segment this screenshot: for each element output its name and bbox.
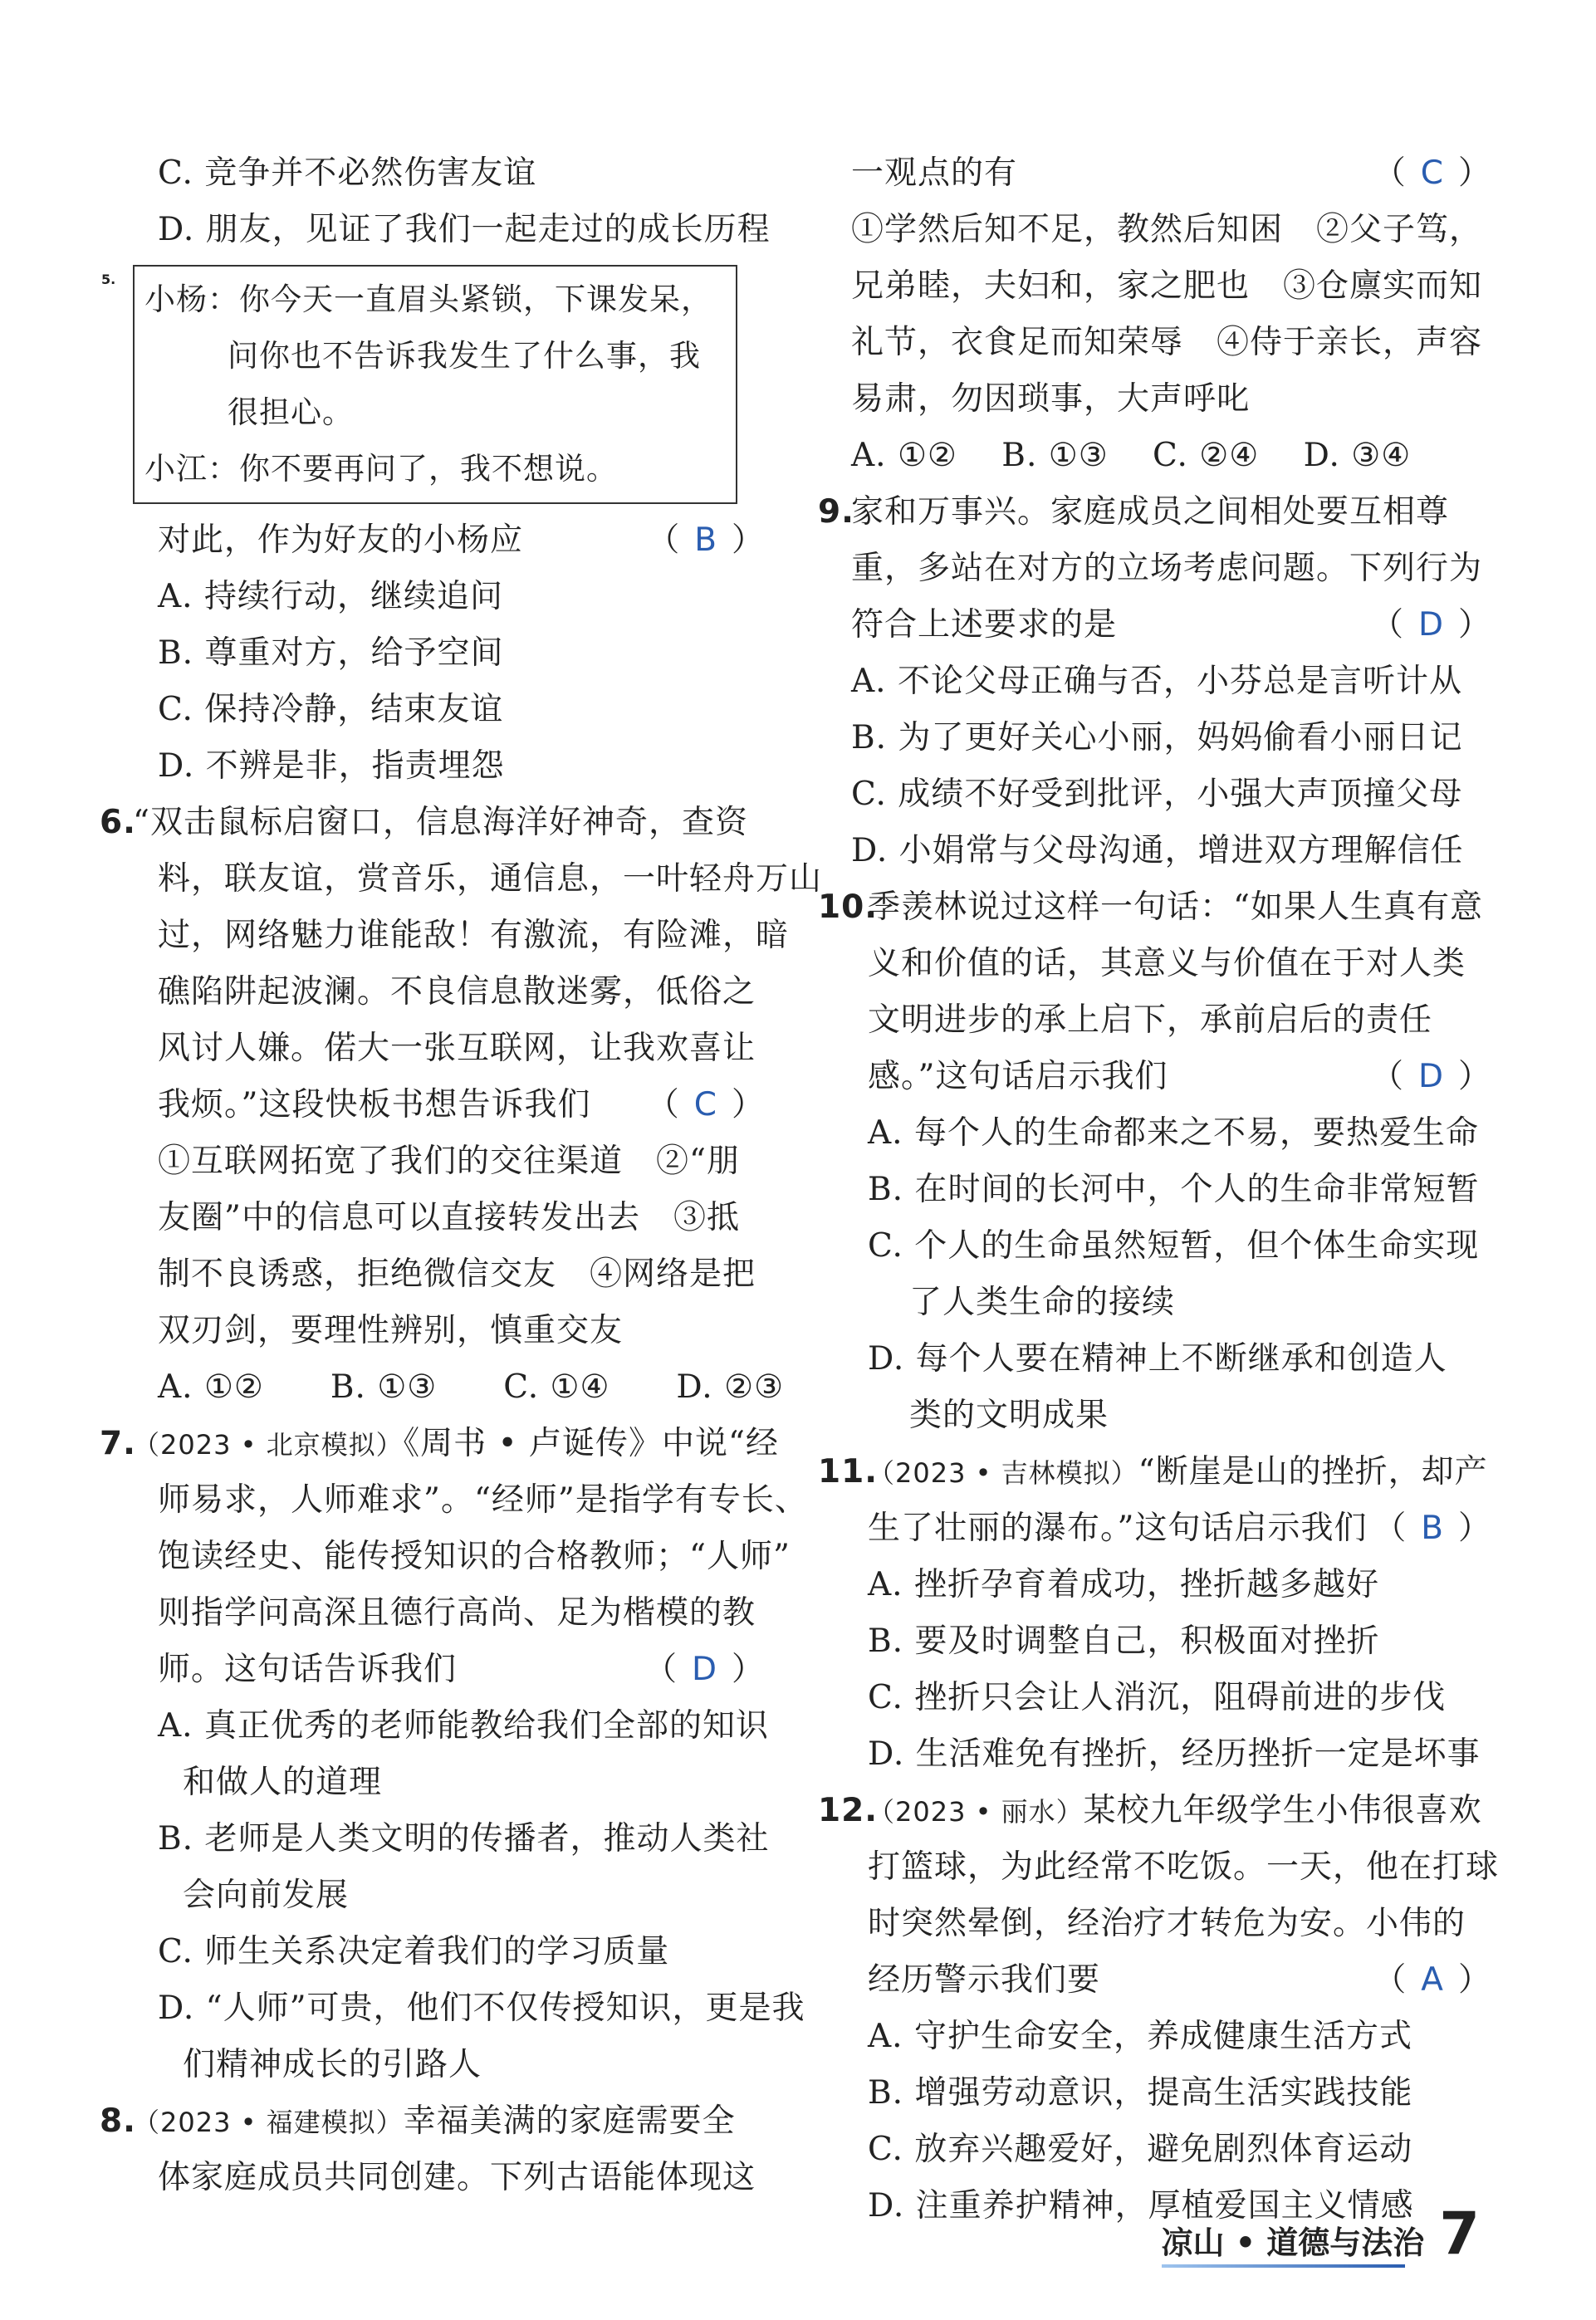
- q6-item-line: 制不良诱惑，拒绝微信交友 ④网络是把: [158, 1255, 756, 1293]
- q5-stem: [133, 512, 764, 569]
- page-footer: [1161, 2200, 1480, 2268]
- q10-option: A. 每个人的生命都来之不易，要热爱生命: [868, 1114, 1479, 1152]
- q9-answer-letter: D: [1417, 606, 1443, 644]
- q7-option: C. 师生关系决定着我们的学习质量: [158, 1933, 670, 1970]
- q10-stem-line: [818, 879, 1491, 936]
- q5-stem-text: 对此，作为好友的小杨应: [158, 521, 524, 559]
- q8-number: 8.: [100, 2102, 136, 2140]
- left-column: [100, 145, 823, 2206]
- q5-dialog-line: 小杨：你今天一直眉头紧锁，下课发呆，: [144, 281, 712, 317]
- q6-answer: （ C ）: [646, 1086, 764, 1123]
- q11-text: 生了壮丽的瀑布。”这句话启示我们: [868, 1510, 1368, 1547]
- q8-source: （2023 • 福建模拟）: [133, 2107, 404, 2138]
- q12-text: 某校九年级学生小伟很喜欢: [1083, 1792, 1482, 1829]
- q10-option: D. 每个人要在精神上不断继承和创造人: [868, 1340, 1447, 1378]
- q10-stem-line: [826, 1049, 1491, 1105]
- q7-source: （2023 • 北京模拟）: [133, 1429, 404, 1461]
- q7-option-cont: 会向前发展: [183, 1877, 350, 1914]
- q6-stem-line: 过，网络魅力谁能敌！有激流，有险滩，暗: [158, 917, 790, 954]
- q6-number: 6.: [100, 804, 136, 841]
- q7-option: D. “人师”可贵，他们不仅传授知识，更是我: [158, 1990, 805, 2027]
- q12-answer: （ A ）: [1373, 1961, 1491, 1999]
- q6-stem-line: [133, 1077, 764, 1133]
- q5-option: A. 持续行动，继续追问: [158, 578, 503, 615]
- q10-option: C. 个人的生命虽然短暂，但个体生命实现: [868, 1227, 1480, 1265]
- q10-option-cont: 了人类生命的接续: [909, 1284, 1176, 1321]
- q10-text: 季羡林说过这样一句话：“如果人生真有意: [868, 888, 1483, 926]
- q9-option: D. 小娟常与父母沟通，增进双方理解信任: [851, 832, 1464, 869]
- q7-number: 7.: [100, 1425, 136, 1462]
- q10-number: 10.: [818, 888, 879, 926]
- q12-stem-line: [818, 1783, 1491, 1839]
- q9-number: 9.: [818, 493, 854, 531]
- q9-option: A. 不论父母正确与否，小芬总是言听计从: [851, 663, 1462, 700]
- q8-answer-letter: C: [1420, 154, 1443, 192]
- q6-stem-line: [100, 795, 764, 851]
- q10-answer: （ D ）: [1370, 1058, 1491, 1095]
- q9-text: 家和万事兴。家庭成员之间相处要互相尊: [851, 493, 1450, 531]
- q10-stem-line: 文明进步的承上启下，承前启后的责任: [868, 1001, 1433, 1039]
- q9-stem-line: [818, 484, 1491, 541]
- q6-item-line: 友圈”中的信息可以直接转发出去 ③抵: [158, 1199, 740, 1236]
- q8-options: A. ①② B. ①③ C. ②④ D. ③④: [851, 437, 1412, 474]
- q7-answer-letter: D: [691, 1651, 717, 1688]
- q12-text: 经历警示我们要: [868, 1961, 1101, 1999]
- q8-item-line: 易肃，勿因琐事，大声呼叱: [851, 380, 1251, 418]
- q5-dialog-line: 很担心。: [228, 394, 354, 430]
- q8-stem-tail: [826, 145, 1491, 202]
- q9-answer: （ D ）: [1370, 606, 1491, 644]
- q10-option-cont: 类的文明成果: [909, 1397, 1109, 1434]
- q11-option: D. 生活难免有挫折，经历挫折一定是坏事: [868, 1735, 1481, 1773]
- q12-stem-line: [826, 1952, 1491, 2009]
- q11-stem-line: [826, 1500, 1491, 1557]
- q5-dialog-box: [101, 265, 737, 504]
- q7-stem-line: 师易求，人师难求”。“经师”是指学有专长、: [158, 1481, 808, 1519]
- q7-answer: （ D ）: [644, 1651, 764, 1688]
- q11-stem-line: [818, 1444, 1491, 1500]
- q5-option: D. 不辨是非，指责埋怨: [158, 747, 505, 785]
- q12-stem-line: 打篮球，为此经常不吃饭。一天，他在打球: [868, 1848, 1500, 1886]
- q5-option: B. 尊重对方，给予空间: [158, 634, 504, 672]
- q4-option-d: D. 朋友，见证了我们一起走过的成长历程: [158, 211, 771, 248]
- q11-option: C. 挫折只会让人消沉，阻碍前进的步伐: [868, 1679, 1447, 1716]
- page-number: 7: [1439, 2200, 1480, 2268]
- q8-stem-line: 体家庭成员共同创建。下列古语能体现这: [158, 2159, 756, 2196]
- q6-text: “双击鼠标启窗口，信息海洋好神奇，查资: [133, 804, 748, 841]
- q11-text: “断崖是山的挫折，却产: [1138, 1453, 1488, 1490]
- q7-option-cont: 和做人的道理: [183, 1764, 383, 1801]
- q7-stem-line: [100, 1416, 779, 1472]
- q9-text: 符合上述要求的是: [851, 606, 1118, 644]
- q11-answer: （ B ）: [1373, 1510, 1491, 1547]
- q10-text: 感。”这句话启示我们: [868, 1058, 1168, 1095]
- q7-stem-line: 饱读经史、能传授知识的合格教师；“人师”: [158, 1538, 791, 1575]
- q6-stem-line: 料，联友谊，赏音乐，通信息，一叶轻舟万山: [158, 860, 823, 898]
- q8-item-line: ①学然后知不足，教然后知困 ②父子笃，: [851, 211, 1483, 248]
- q8-answer: （ C ）: [1373, 154, 1491, 192]
- q5-answer: （ B ）: [647, 521, 764, 559]
- q7-text: 《周书 • 卢诞传》中说“经: [403, 1425, 779, 1462]
- q6-stem-line: 风讨人嫌。偌大一张互联网，让我欢喜让: [158, 1030, 756, 1067]
- footer-underline: [1162, 2264, 1405, 2268]
- q9-stem-line: [826, 597, 1491, 653]
- q11-number: 11.: [818, 1453, 879, 1490]
- q7-option: A. 真正优秀的老师能教给我们全部的知识: [158, 1707, 769, 1745]
- q11-source: （2023 • 吉林模拟）: [868, 1457, 1138, 1489]
- q12-option: B. 增强劳动意识，提高生活实践技能: [868, 2074, 1413, 2112]
- q7-stem-line: 则指学问高深且德行高尚、足为楷模的教: [158, 1594, 756, 1632]
- q12-stem-line: 时突然晕倒，经治疗才转危为安。小伟的: [868, 1905, 1466, 1942]
- q6-stem-line: 礁陷阱起波澜。不良信息散迷雾，低俗之: [158, 973, 756, 1011]
- q6-text: 我烦。”这段快板书想告诉我们: [158, 1086, 591, 1123]
- q11-option: A. 挫折孕育着成功，挫折越多越好: [868, 1566, 1379, 1603]
- q12-option: D. 注重养护精神，厚植爱国主义情感: [868, 2187, 1414, 2225]
- q7-stem-line: [133, 1642, 764, 1698]
- q12-number: 12.: [818, 1792, 879, 1829]
- q5-option: C. 保持冷静，结束友谊: [158, 691, 504, 728]
- q8-item-line: 礼节，衣食足而知荣辱 ④侍于亲长，声容: [851, 324, 1483, 361]
- q6-item-line: 双刃剑，要理性辨别，慎重交友: [158, 1312, 624, 1349]
- q12-answer-letter: A: [1421, 1961, 1443, 1999]
- q7-text: 师。这句话告诉我们: [158, 1651, 458, 1688]
- q8-tail-text: 一观点的有: [851, 154, 1018, 192]
- q10-stem-line: 义和价值的话，其意义与价值在于对人类: [868, 945, 1466, 982]
- q12-option: A. 守护生命安全，养成健康生活方式: [868, 2018, 1412, 2055]
- q12-source: （2023 • 丽水）: [868, 1796, 1084, 1828]
- q5-dialog-line: 问你也不告诉我发生了什么事，我: [228, 338, 701, 374]
- q5-number: 5.: [101, 272, 116, 287]
- q5-dialog-line: 小江：你不要再问了，我不想说。: [144, 451, 618, 487]
- q11-option: B. 要及时调整自己，积极面对挫折: [868, 1623, 1380, 1660]
- q7-option-cont: 们精神成长的引路人: [183, 2046, 482, 2083]
- q8-item-line: 兄弟睦，夫妇和，家之肥也 ③仓廪实而知: [851, 267, 1483, 305]
- q11-answer-letter: B: [1421, 1510, 1443, 1547]
- q10-option: B. 在时间的长河中，个人的生命非常短暂: [868, 1171, 1480, 1208]
- q4-option-c: C. 竞争并不必然伤害友谊: [158, 154, 537, 192]
- right-column: [818, 145, 1500, 2234]
- q9-option: B. 为了更好关心小丽，妈妈偷看小丽日记: [851, 719, 1463, 756]
- q9-option: C. 成绩不好受到批评，小强大声顶撞父母: [851, 776, 1463, 813]
- q9-stem-line: 重，多站在对方的立场考虑问题。下列行为: [851, 550, 1483, 587]
- q6-answer-letter: C: [693, 1086, 717, 1123]
- q6-options: A. ①② B. ①③ C. ①④ D. ②③: [158, 1368, 785, 1406]
- q6-item-line: ①互联网拓宽了我们的交往渠道 ②“朋: [158, 1143, 740, 1180]
- q5-answer-letter: B: [694, 521, 717, 559]
- q12-option: C. 放弃兴趣爱好，避免剧烈体育运动: [868, 2131, 1413, 2168]
- q8-stem-line: [100, 2093, 764, 2150]
- q10-answer-letter: D: [1417, 1058, 1443, 1095]
- q8-text: 幸福美满的家庭需要全: [403, 2102, 736, 2140]
- footer-title: 凉山 • 道德与法治: [1161, 2225, 1425, 2261]
- q7-option: B. 老师是人类文明的传播者，推动人类社: [158, 1820, 770, 1857]
